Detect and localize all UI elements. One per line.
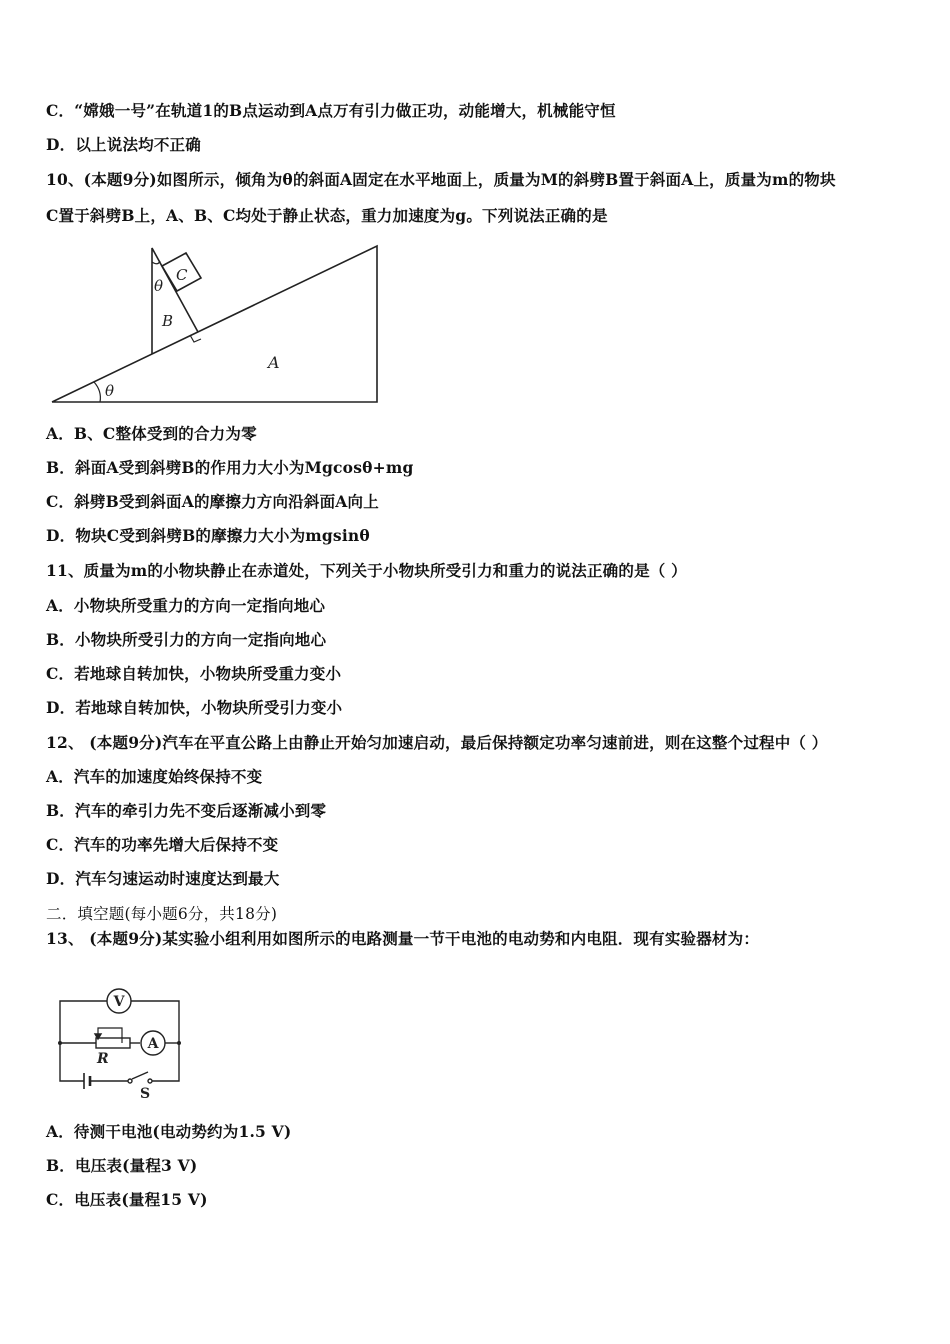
label-a: A [268,353,280,372]
circuit-diagram [52,984,192,1100]
q9-option-d: D．以上说法均不正确 [46,135,201,154]
q9-option-c: C．“嫦娥一号”在轨道1的B点运动到A点万有引力做正功，动能增大，机械能守恒 [46,101,616,120]
section-2-heading: 二．填空题(每小题6分，共18分) [46,905,278,923]
q11-option-b: B．小物块所受引力的方向一定指向地心 [46,630,327,649]
label-ammeter: A [147,1036,159,1052]
incline-diagram [44,236,384,408]
q12-option-d: D．汽车匀速运动时速度达到最大 [46,869,280,888]
label-v: V [113,994,125,1010]
q11-stem: 11、质量为m的小物块静止在赤道处，下列关于小物块所受引力和重力的说法正确的是（ ） [46,561,687,580]
label-r: R [97,1051,109,1067]
q11-option-a: A．小物块所受重力的方向一定指向地心 [46,596,326,615]
q13-option-a: A．待测干电池(电动势约为1.5 V) [46,1122,292,1141]
q12-stem: 12、 (本题9分)汽车在平直公路上由静止开始匀加速启动，最后保持额定功率匀速前进，则在这整个过程中（ ） [46,733,828,752]
q11-option-c: C．若地球自转加快，小物块所受重力变小 [46,664,342,683]
switch-blade [132,1072,148,1079]
q10-stem-2: C置于斜劈B上，A、B、C均处于静止状态，重力加速度为g。下列说法正确的是 [46,206,608,225]
q13-option-c: C．电压表(量程15 V) [46,1190,208,1209]
label-c: C [176,266,188,284]
label-s: S [139,1086,151,1100]
q12-option-a: A．汽车的加速度始终保持不变 [46,767,263,786]
incline-a-outline [52,246,377,402]
q12-option-b: B．汽车的牵引力先不变后逐渐减小到零 [46,801,327,820]
label-b: B [162,312,174,330]
q10-option-b: B．斜面A受到斜劈B的作用力大小为Mgcosθ+mg [46,458,414,477]
label-theta-top: θ [154,277,164,295]
label-theta-bottom: θ [105,382,115,400]
q10-option-c: C．斜劈B受到斜面A的摩擦力方向沿斜面A向上 [46,492,379,511]
q13-option-b: B．电压表(量程3 V) [46,1156,198,1175]
q13-stem: 13、 (本题9分)某实验小组利用如图所示的电路测量一节干电池的电动势和内电阻．现有实验器材为： [46,929,760,948]
q11-option-d: D．若地球自转加快，小物块所受引力变小 [46,698,343,717]
q12-option-c: C．汽车的功率先增大后保持不变 [46,835,279,854]
q10-option-d: D．物块C受到斜劈B的摩擦力大小为mgsinθ [46,526,370,545]
q10-stem-1: 10、(本题9分)如图所示，倾角为θ的斜面A固定在水平地面上，质量为M的斜劈B置于斜面A上，质量为m的物块 [46,170,836,189]
rheostat-symbol [96,1038,130,1048]
q10-option-a: A．B、C整体受到的合力为零 [46,424,257,443]
